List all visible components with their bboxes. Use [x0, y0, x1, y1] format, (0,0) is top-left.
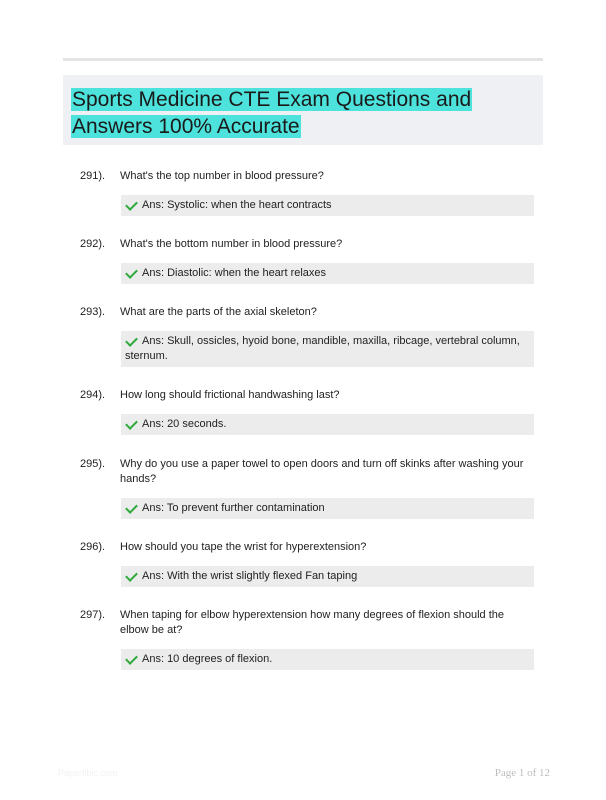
answer-text: Ans: To prevent further contamination [142, 502, 325, 514]
answer-text: Ans: Diastolic: when the heart relaxes [142, 267, 327, 279]
title-banner [63, 75, 543, 145]
footer-watermark: Papertibic.com [58, 768, 118, 778]
answer-text: Ans: 10 degrees of flexion. [142, 653, 273, 665]
answer-box [121, 263, 534, 284]
answer-box [121, 649, 534, 670]
question-number: 297). [80, 609, 106, 621]
check-icon [125, 266, 138, 279]
answer-text: Ans: Systolic: when the heart contracts [142, 199, 332, 211]
check-icon [125, 652, 138, 665]
question-text: Why do you use a paper towel to open doors and turn off skinks after washing your hands? [120, 458, 524, 485]
check-icon [125, 501, 138, 514]
title-text: Sports Medicine CTE Exam Questions and Answers 100% Accurate [72, 88, 472, 138]
check-icon [125, 569, 138, 582]
check-icon [125, 198, 138, 211]
answer-text: Ans: Skull, ossicles, hyoid bone, mandible, maxilla, ribcage, vertebral column, sternum. [125, 335, 520, 362]
check-icon [125, 334, 138, 347]
check-icon [125, 417, 138, 430]
question-number: 292). [80, 238, 106, 250]
question-text: How long should frictional handwashing last? [120, 389, 340, 401]
question-row [80, 237, 536, 252]
qa-item-292 [80, 237, 536, 284]
question-number: 295). [80, 458, 106, 470]
qa-item-296 [80, 540, 536, 587]
answer-box [121, 331, 534, 367]
question-number: 296). [80, 541, 106, 553]
question-row [80, 169, 536, 184]
qa-item-297 [80, 608, 536, 670]
page-indicator: Page 1 of 12 [494, 767, 550, 779]
top-divider [63, 58, 543, 61]
qa-item-291 [80, 169, 536, 216]
qa-item-294 [80, 388, 536, 435]
question-text: What are the parts of the axial skeleton? [120, 306, 317, 318]
question-row [80, 388, 536, 403]
question-row [80, 540, 536, 555]
qa-item-293 [80, 305, 536, 367]
question-number: 293). [80, 306, 106, 318]
answer-box [121, 195, 534, 216]
answer-text: Ans: With the wrist slightly flexed Fan taping [142, 570, 358, 582]
question-number: 294). [80, 389, 106, 401]
question-text: How should you tape the wrist for hyperextension? [120, 541, 367, 553]
answer-box [121, 566, 534, 587]
qa-item-295 [80, 457, 536, 519]
question-row [80, 608, 536, 638]
page-title [71, 86, 543, 140]
question-row [80, 457, 536, 487]
question-text: What's the top number in blood pressure? [120, 170, 324, 182]
answer-box [121, 414, 534, 435]
question-row [80, 305, 536, 320]
question-text: What's the bottom number in blood pressure? [120, 238, 343, 250]
answer-box [121, 498, 534, 519]
question-text: When taping for elbow hyperextension how many degrees of flexion should the elbow be at? [120, 609, 505, 636]
question-number: 291). [80, 170, 106, 182]
answer-text: Ans: 20 seconds. [142, 418, 227, 430]
